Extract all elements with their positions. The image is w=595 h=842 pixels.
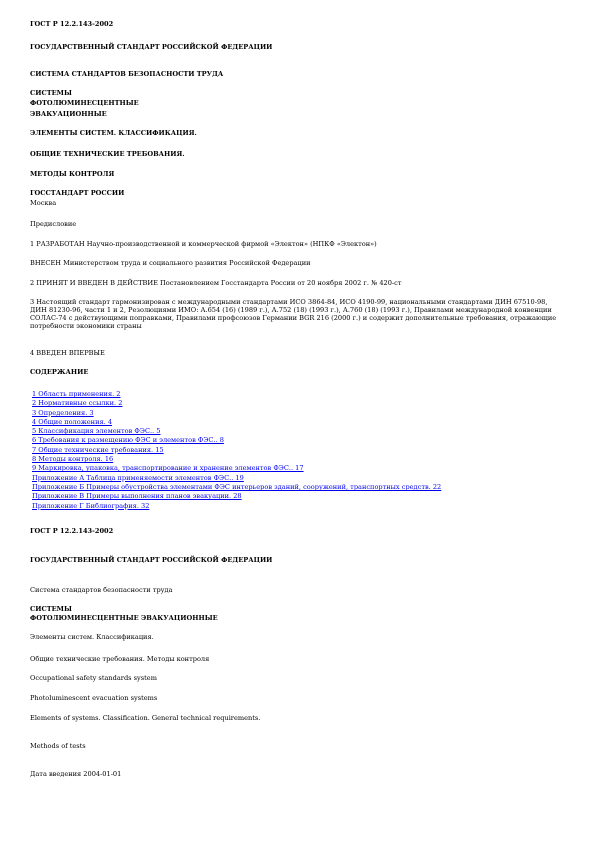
toc-link-9[interactable]: 9 Маркировка, упаковка, транспортирование и хранение элементов ФЭС.. 17 bbox=[32, 464, 304, 473]
title-line-1: СИСТЕМЫ bbox=[30, 89, 72, 97]
toc-link-2[interactable]: 2 Нормативные ссылки. 2 bbox=[32, 399, 123, 408]
foreword-item-2: 2 ПРИНЯТ И ВВЕДЕН В ДЕЙСТВИЕ Постановлением Госстандарта России от 20 ноября 2002 г. № 420-ст bbox=[30, 279, 402, 287]
second-subtitle-2: Общие технические требования. Методы контроля bbox=[30, 655, 210, 663]
toc-link-4[interactable]: 4 Общие положения. 4 bbox=[32, 417, 113, 426]
toc-link-appendix-a[interactable]: Приложение А Таблица применяемости элементов ФЭС.. 19 bbox=[32, 473, 244, 482]
subtitle-line-2: ОБЩИЕ ТЕХНИЧЕСКИЕ ТРЕБОВАНИЯ. bbox=[30, 150, 185, 158]
second-standard-type: ГОСУДАРСТВЕННЫЙ СТАНДАРТ РОССИЙСКОЙ ФЕДЕРАЦИИ bbox=[30, 556, 273, 564]
toc-link-8[interactable]: 8 Методы контроля. 16 bbox=[32, 455, 114, 464]
second-standards-system: Система стандартов безопасности труда bbox=[30, 586, 173, 594]
toc-link-7[interactable]: 7 Общие технические требования. 15 bbox=[32, 445, 164, 454]
city: Москва bbox=[30, 199, 57, 207]
toc-link-6[interactable]: 6 Требования к размещению ФЭС и элементов ФЭС.. 8 bbox=[32, 436, 224, 445]
title-line-3: ЭВАКУАЦИОННЫЕ bbox=[30, 110, 107, 118]
foreword-heading: Предисловие bbox=[30, 220, 77, 228]
second-doc-number: ГОСТ Р 12.2.143-2002 bbox=[30, 527, 114, 535]
toc-link-appendix-g[interactable]: Приложение Г Библиография. 32 bbox=[32, 501, 150, 510]
subtitle-line-3: МЕТОДЫ КОНТРОЛЯ bbox=[30, 170, 115, 178]
toc-link-appendix-v[interactable]: Приложение В Примеры выполнения планов эвакуации. 28 bbox=[32, 492, 242, 501]
foreword-item-3: 3 Настоящий стандарт гармонизирован с международными стандартами ИСО 3864-84, ИСО 4190-99, национальными стандартами ДИН 67510-98, ДИН 81230-96, части 1 и 2, Резолюциями ИМО: А.654 (16) (1989 г.), А.752 (18) (1993 г.), А.760 (18) (1993 г.), Правилами международной конвенции СОЛАС-74 с действующими поправками, Правилами профсоюзов Германии BGR 216 (2000 г.) и содержит дополнительные требования, отражающие потребности экономики страны bbox=[30, 298, 557, 330]
toc-link-appendix-b[interactable]: Приложение Б Примеры обустройства элементами ФЭС интерьеров зданий, сооружений, транспортных средств. 22 bbox=[32, 482, 442, 491]
doc-number: ГОСТ Р 12.2.143-2002 bbox=[30, 20, 114, 28]
toc-link-5[interactable]: 5 Классификация элементов ФЭС.. 5 bbox=[32, 427, 161, 436]
english-subtitle-1: Elements of systems. Classification. General technical requirements. bbox=[30, 714, 261, 722]
subtitle-line-1: ЭЛЕМЕНТЫ СИСТЕМ. КЛАССИФИКАЦИЯ. bbox=[30, 129, 197, 137]
toc-link-1[interactable]: 1 Область применения. 2 bbox=[32, 390, 121, 398]
introduction-date: Дата введения 2004-01-01 bbox=[30, 770, 122, 778]
toc-link-3[interactable]: 3 Определения. 3 bbox=[32, 408, 94, 417]
second-title-line-2: ФОТОЛЮМИНЕСЦЕНТНЫЕ ЭВАКУАЦИОННЫЕ bbox=[30, 614, 218, 622]
standard-type: ГОСУДАРСТВЕННЫЙ СТАНДАРТ РОССИЙСКОЙ ФЕДЕРАЦИИ bbox=[30, 43, 273, 51]
toc-heading: СОДЕРЖАНИЕ bbox=[30, 368, 89, 376]
table-of-contents bbox=[32, 390, 441, 511]
english-system-title: Occupational safety standards system bbox=[30, 674, 157, 682]
second-title-line-1: СИСТЕМЫ bbox=[30, 605, 72, 613]
standards-system: СИСТЕМА СТАНДАРТОВ БЕЗОПАСНОСТИ ТРУДА bbox=[30, 70, 224, 78]
foreword-item-1: 1 РАЗРАБОТАН Научно-производственной и коммерческой фирмой «Электон» (НПКФ «Электон») bbox=[30, 240, 377, 248]
publisher: ГОССТАНДАРТ РОССИИ bbox=[30, 189, 125, 197]
foreword-item-4: 4 ВВЕДЕН ВПЕРВЫЕ bbox=[30, 349, 105, 357]
foreword-item-introduced: ВНЕСЕН Министерством труда и социального развития Российской Федерации bbox=[30, 259, 311, 267]
second-subtitle-1: Элементы систем. Классификация. bbox=[30, 633, 154, 641]
title-line-2: ФОТОЛЮМИНЕСЦЕНТНЫЕ bbox=[30, 99, 139, 107]
english-title: Photoluminescent evacuation systems bbox=[30, 694, 158, 702]
english-subtitle-2: Methods of tests bbox=[30, 742, 86, 750]
